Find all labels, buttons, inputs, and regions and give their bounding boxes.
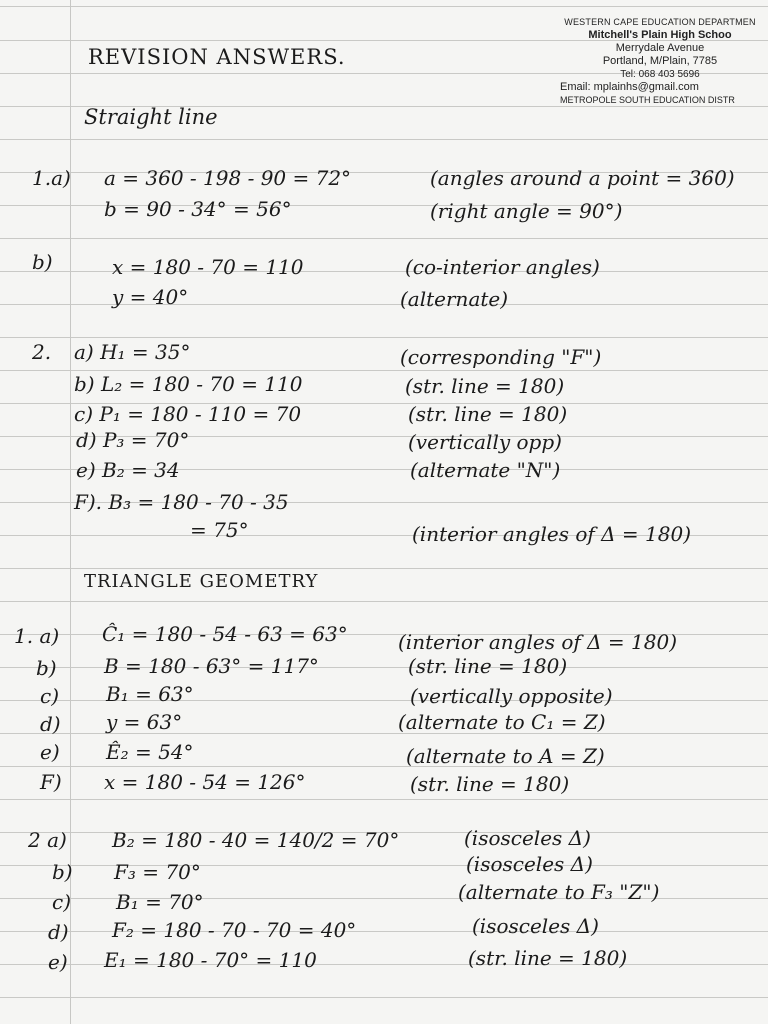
reason-line: (isosceles Δ) — [472, 914, 599, 938]
reason-line: (alternate to F₃ "Z") — [458, 880, 660, 904]
reason-line: (right angle = 90°) — [430, 199, 623, 223]
reason-line: (interior angles of Δ = 180) — [412, 522, 692, 546]
question-label: b) — [36, 656, 57, 680]
question-label: c) — [40, 684, 60, 708]
answer-line: = 75° — [190, 518, 249, 542]
answer-line: B₂ = 180 - 40 = 140/2 = 70° — [112, 828, 400, 852]
reason-line: (str. line = 180) — [410, 772, 570, 796]
answer-line: b = 90 - 34° = 56° — [104, 197, 292, 221]
reason-line: (str. line = 180) — [408, 654, 568, 678]
reason-line: (str. line = 180) — [405, 374, 565, 398]
stamp-line: Merrydale Avenue — [615, 42, 705, 54]
answer-line: Ê₂ = 54° — [106, 740, 194, 764]
answer-line: x = 180 - 54 = 126° — [104, 770, 306, 794]
answer-line: e) B₂ = 34 — [76, 458, 180, 482]
question-label: 1. a) — [14, 624, 60, 648]
stamp-line: Portland, M/Plain, 7785 — [602, 55, 718, 67]
section-heading: TRIANGLE GEOMETRY — [84, 571, 319, 592]
reason-line: (vertically opp) — [408, 430, 562, 454]
answer-line: a) H₁ = 35° — [74, 340, 191, 364]
reason-line: (corresponding "F") — [400, 345, 602, 369]
section-heading: Straight line — [84, 105, 218, 129]
reason-line: (isosceles Δ) — [466, 852, 593, 876]
reason-line: (interior angles of Δ = 180) — [398, 630, 678, 654]
question-label: b) — [52, 860, 73, 884]
stamp-line: WESTERN CAPE EDUCATION DEPARTMEN — [564, 17, 756, 27]
reason-line: (isosceles Δ) — [464, 826, 591, 850]
answer-line: E₁ = 180 - 70° = 110 — [104, 948, 317, 972]
stamp-line: Tel: 068 403 5696 — [620, 69, 700, 80]
answer-line: B₁ = 63° — [106, 682, 194, 706]
question-label: e) — [48, 950, 68, 974]
answer-line: c) P₁ = 180 - 110 = 70 — [74, 402, 302, 426]
reason-line: (co-interior angles) — [405, 255, 600, 279]
reason-line: (vertically opposite) — [410, 684, 613, 708]
reason-line: (alternate to C₁ = Z) — [398, 710, 606, 734]
answer-line: Ĉ₁ = 180 - 54 - 63 = 63° — [102, 622, 348, 646]
reason-line: (str. line = 180) — [408, 402, 568, 426]
reason-line: (angles around a point = 360) — [430, 166, 735, 190]
answer-line: F). B₃ = 180 - 70 - 35 — [74, 490, 289, 514]
answer-line: y = 40° — [112, 285, 189, 309]
answer-line: a = 360 - 198 - 90 = 72° — [104, 166, 352, 190]
question-label: 2. — [32, 340, 52, 364]
answer-line: B₁ = 70° — [116, 890, 204, 914]
question-label: d) — [40, 712, 61, 736]
stamp-line: METROPOLE SOUTH EDUCATION DISTR — [560, 95, 735, 105]
question-label: F) — [40, 770, 62, 794]
page-title: REVISION ANSWERS. — [88, 45, 346, 69]
question-label: b) — [32, 250, 53, 274]
answer-line: x = 180 - 70 = 110 — [112, 255, 304, 279]
question-label: d) — [48, 920, 69, 944]
answer-line: B = 180 - 63° = 117° — [104, 654, 319, 678]
answer-line: b) L₂ = 180 - 70 = 110 — [74, 372, 303, 396]
question-label: 2 a) — [28, 828, 67, 852]
reason-line: (str. line = 180) — [468, 946, 628, 970]
reason-line: (alternate "N") — [410, 458, 561, 482]
stamp-line: Mitchell's Plain High Schoo — [588, 29, 732, 41]
answer-line: F₂ = 180 - 70 - 70 = 40° — [112, 918, 357, 942]
stamp-line: Email: mplainhs@gmail.com — [560, 81, 699, 93]
question-label: c) — [52, 890, 72, 914]
answer-line: y = 63° — [106, 710, 183, 734]
answer-line: d) P₃ = 70° — [76, 428, 190, 452]
answer-line: F₃ = 70° — [114, 860, 201, 884]
reason-line: (alternate to A = Z) — [406, 744, 605, 768]
question-label: 1.a) — [32, 166, 71, 190]
school-stamp — [560, 16, 760, 107]
question-label: e) — [40, 740, 60, 764]
reason-line: (alternate) — [400, 287, 509, 311]
